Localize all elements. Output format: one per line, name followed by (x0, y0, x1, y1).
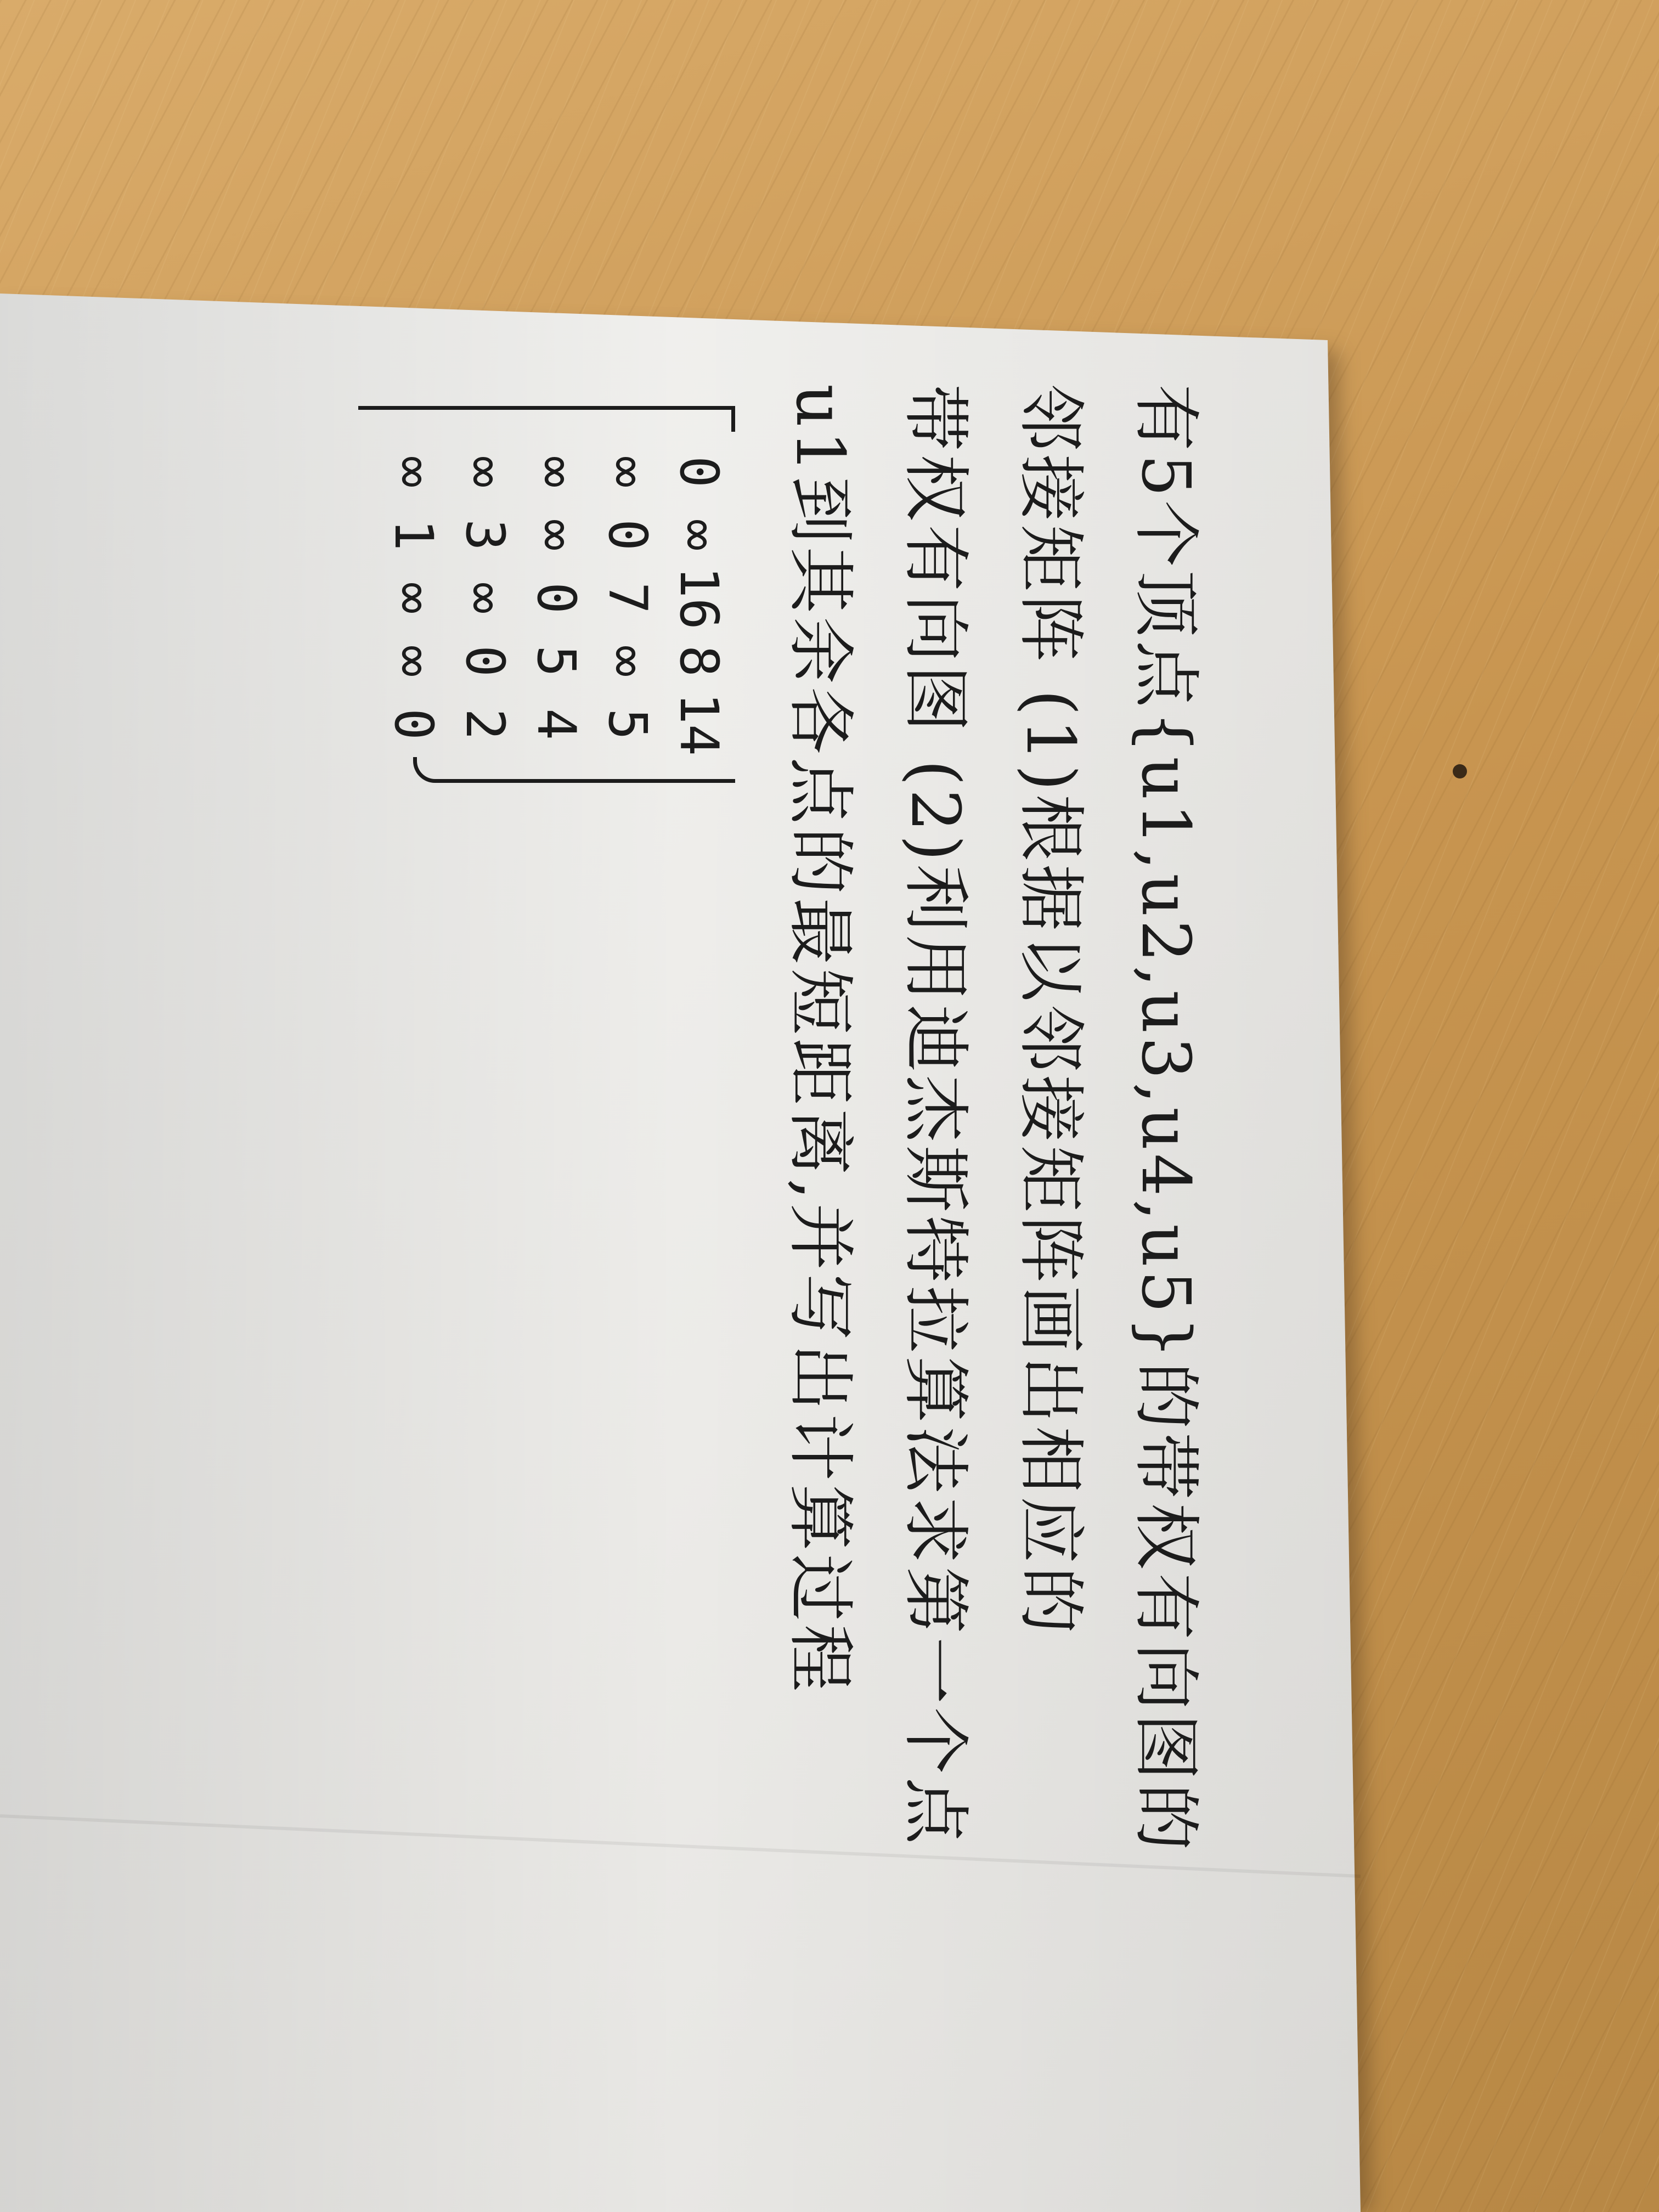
note-line-4: u1到其余各点的最短距离,并写出计算过程 (781, 384, 859, 1695)
matrix-cell: 4 (526, 708, 587, 740)
matrix-cell: 0 (383, 708, 444, 740)
matrix-cell: ∞ (526, 519, 587, 551)
table-hole (1453, 764, 1467, 778)
matrix-cell: 1 (383, 519, 444, 551)
matrix-cell: 7 (597, 582, 658, 614)
matrix-cell: ∞ (383, 582, 444, 614)
matrix-cell: 3 (454, 519, 516, 551)
matrix-cell: ∞ (454, 582, 516, 614)
matrix-cell: ∞ (454, 456, 516, 488)
matrix-cell: 0 (526, 582, 587, 614)
matrix-cell: ∞ (383, 456, 444, 488)
matrix-cell: 14 (668, 692, 730, 756)
matrix-cell: 0 (597, 519, 658, 551)
adjacency-matrix (357, 406, 741, 790)
matrix-cell: 2 (454, 708, 516, 740)
matrix-cell: ∞ (383, 645, 444, 677)
matrix-cell: 0 (454, 645, 516, 677)
matrix-cell: 8 (668, 645, 730, 677)
matrix-cell: ∞ (526, 456, 587, 488)
handwritten-note (291, 384, 1223, 1920)
matrix-cell: 5 (526, 645, 587, 677)
matrix-cell: 0 (668, 456, 730, 488)
matrix-cell: ∞ (597, 456, 658, 488)
note-line-1: 有5个顶点{u1,u2,u3,u4,u5}的带权有向图的 (1127, 384, 1205, 1854)
matrix-cell: ∞ (668, 519, 730, 551)
matrix-cell: 5 (597, 708, 658, 740)
note-line-2: 邻接矩阵 (1)根据以邻接矩阵画出相应的 (1012, 384, 1090, 1637)
note-line-3: 带权有向图 (2)利用迪杰斯特拉算法求第一个点 (896, 384, 974, 1848)
matrix-right-bracket (413, 757, 735, 783)
matrix-cell: ∞ (597, 645, 658, 677)
matrix-cell: 16 (668, 566, 730, 630)
matrix-left-bracket (358, 406, 735, 432)
